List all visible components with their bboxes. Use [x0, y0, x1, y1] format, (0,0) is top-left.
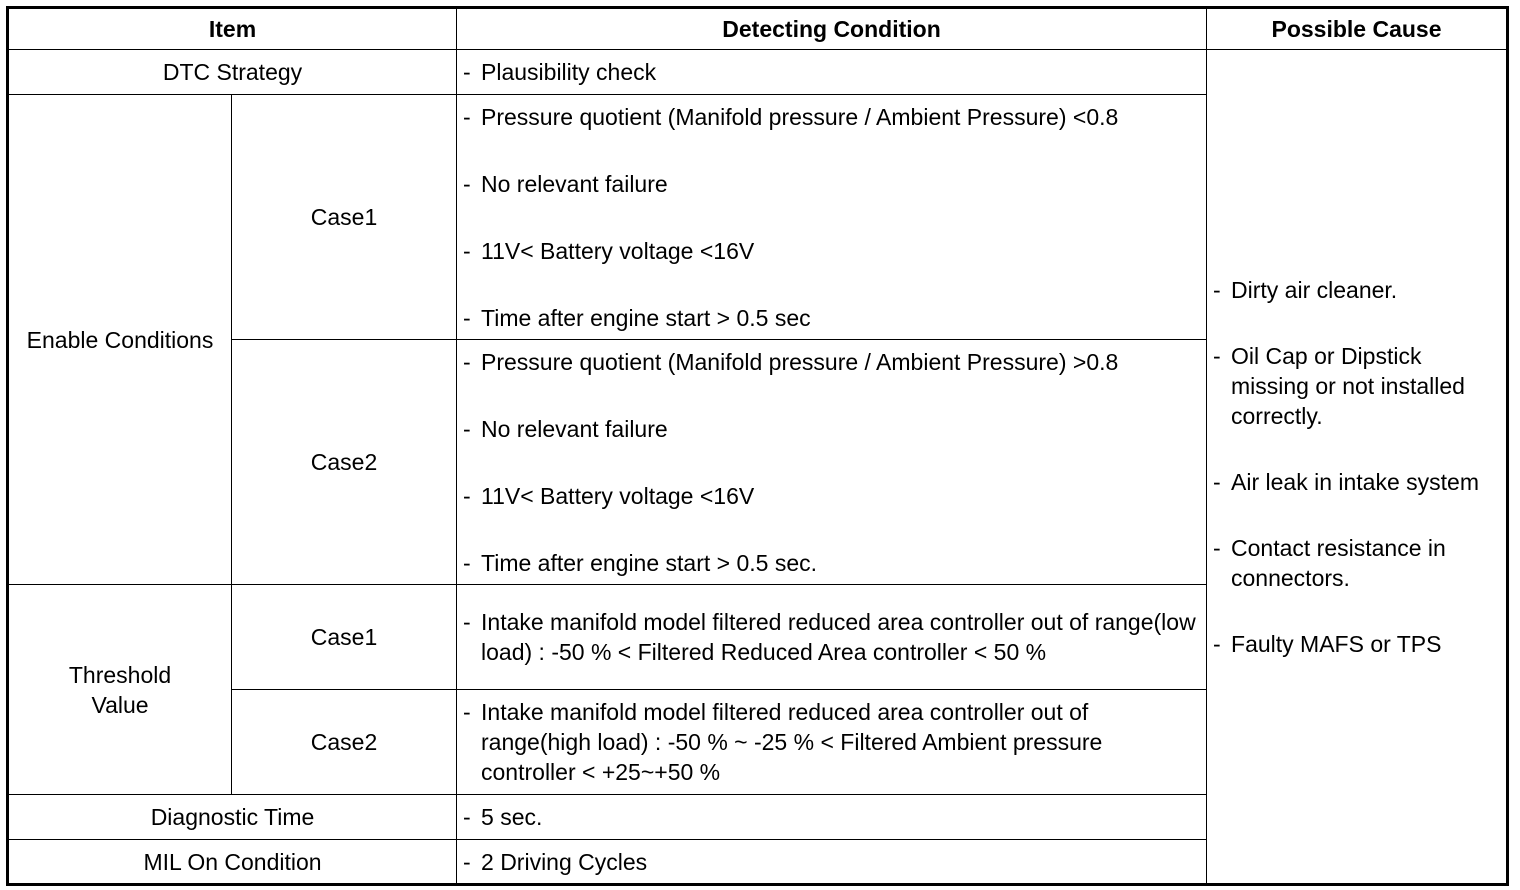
diagnostic-time-label: Diagnostic Time: [8, 795, 457, 840]
dtc-specification-table: [6, 6, 1509, 886]
cause-item: - Contact resistance in connectors.: [1213, 534, 1446, 591]
dtc-strategy-row: [8, 50, 1508, 95]
enable-case1-conditions: [457, 95, 1207, 340]
cause-item: - Dirty air cleaner.: [1213, 276, 1398, 303]
condition-item: - 11V< Battery voltage <16V: [463, 238, 755, 264]
threshold-case1-label: Case1: [232, 585, 457, 690]
enable-case2-conditions: [457, 340, 1207, 585]
threshold-case1-condition: - Intake manifold model filtered reduced area controller out of range(low load) : -50 % < Filtered Reduced Area controller < 50 %: [457, 585, 1207, 690]
cause-item: - Faulty MAFS or TPS: [1213, 630, 1442, 657]
enable-conditions-label: Enable Conditions: [8, 95, 232, 585]
threshold-case2-label: Case2: [232, 690, 457, 795]
cause-item: - Air leak in intake system: [1213, 468, 1479, 495]
cause-item: - Oil Cap or Dipstick missing or not installed correctly.: [1213, 342, 1465, 429]
condition-item: - Time after engine start > 0.5 sec.: [463, 550, 818, 576]
dtc-strategy-condition: - Plausibility check: [457, 50, 1207, 95]
enable-case2-label: Case2: [232, 340, 457, 585]
mil-on-condition-value: - 2 Driving Cycles: [457, 840, 1207, 885]
condition-item: - 11V< Battery voltage <16V: [463, 483, 755, 509]
threshold-case2-condition: - Intake manifold model filtered reduced area controller out of range(high load) : -50 % ~ -25 % < Filtered Ambient pressure controller < +25~+50 %: [457, 690, 1207, 795]
possible-cause-list: [1207, 50, 1508, 885]
condition-item: - Time after engine start > 0.5 sec: [463, 305, 811, 331]
condition-item: - Pressure quotient (Manifold pressure / Ambient Pressure) <0.8: [463, 104, 1119, 130]
condition-item: - No relevant failure: [463, 171, 668, 197]
header-row: [8, 8, 1508, 50]
mil-on-condition-label: MIL On Condition: [8, 840, 457, 885]
header-item: Item: [8, 8, 457, 50]
condition-item: - No relevant failure: [463, 416, 668, 442]
threshold-value-label: Threshold Value: [8, 585, 232, 795]
condition-item: - Pressure quotient (Manifold pressure / Ambient Pressure) >0.8: [463, 349, 1119, 375]
diagnostic-time-condition: - 5 sec.: [457, 795, 1207, 840]
header-possible-cause: Possible Cause: [1207, 8, 1508, 50]
enable-case1-label: Case1: [232, 95, 457, 340]
header-detecting-condition: Detecting Condition: [457, 8, 1207, 50]
dtc-strategy-label: DTC Strategy: [8, 50, 457, 95]
